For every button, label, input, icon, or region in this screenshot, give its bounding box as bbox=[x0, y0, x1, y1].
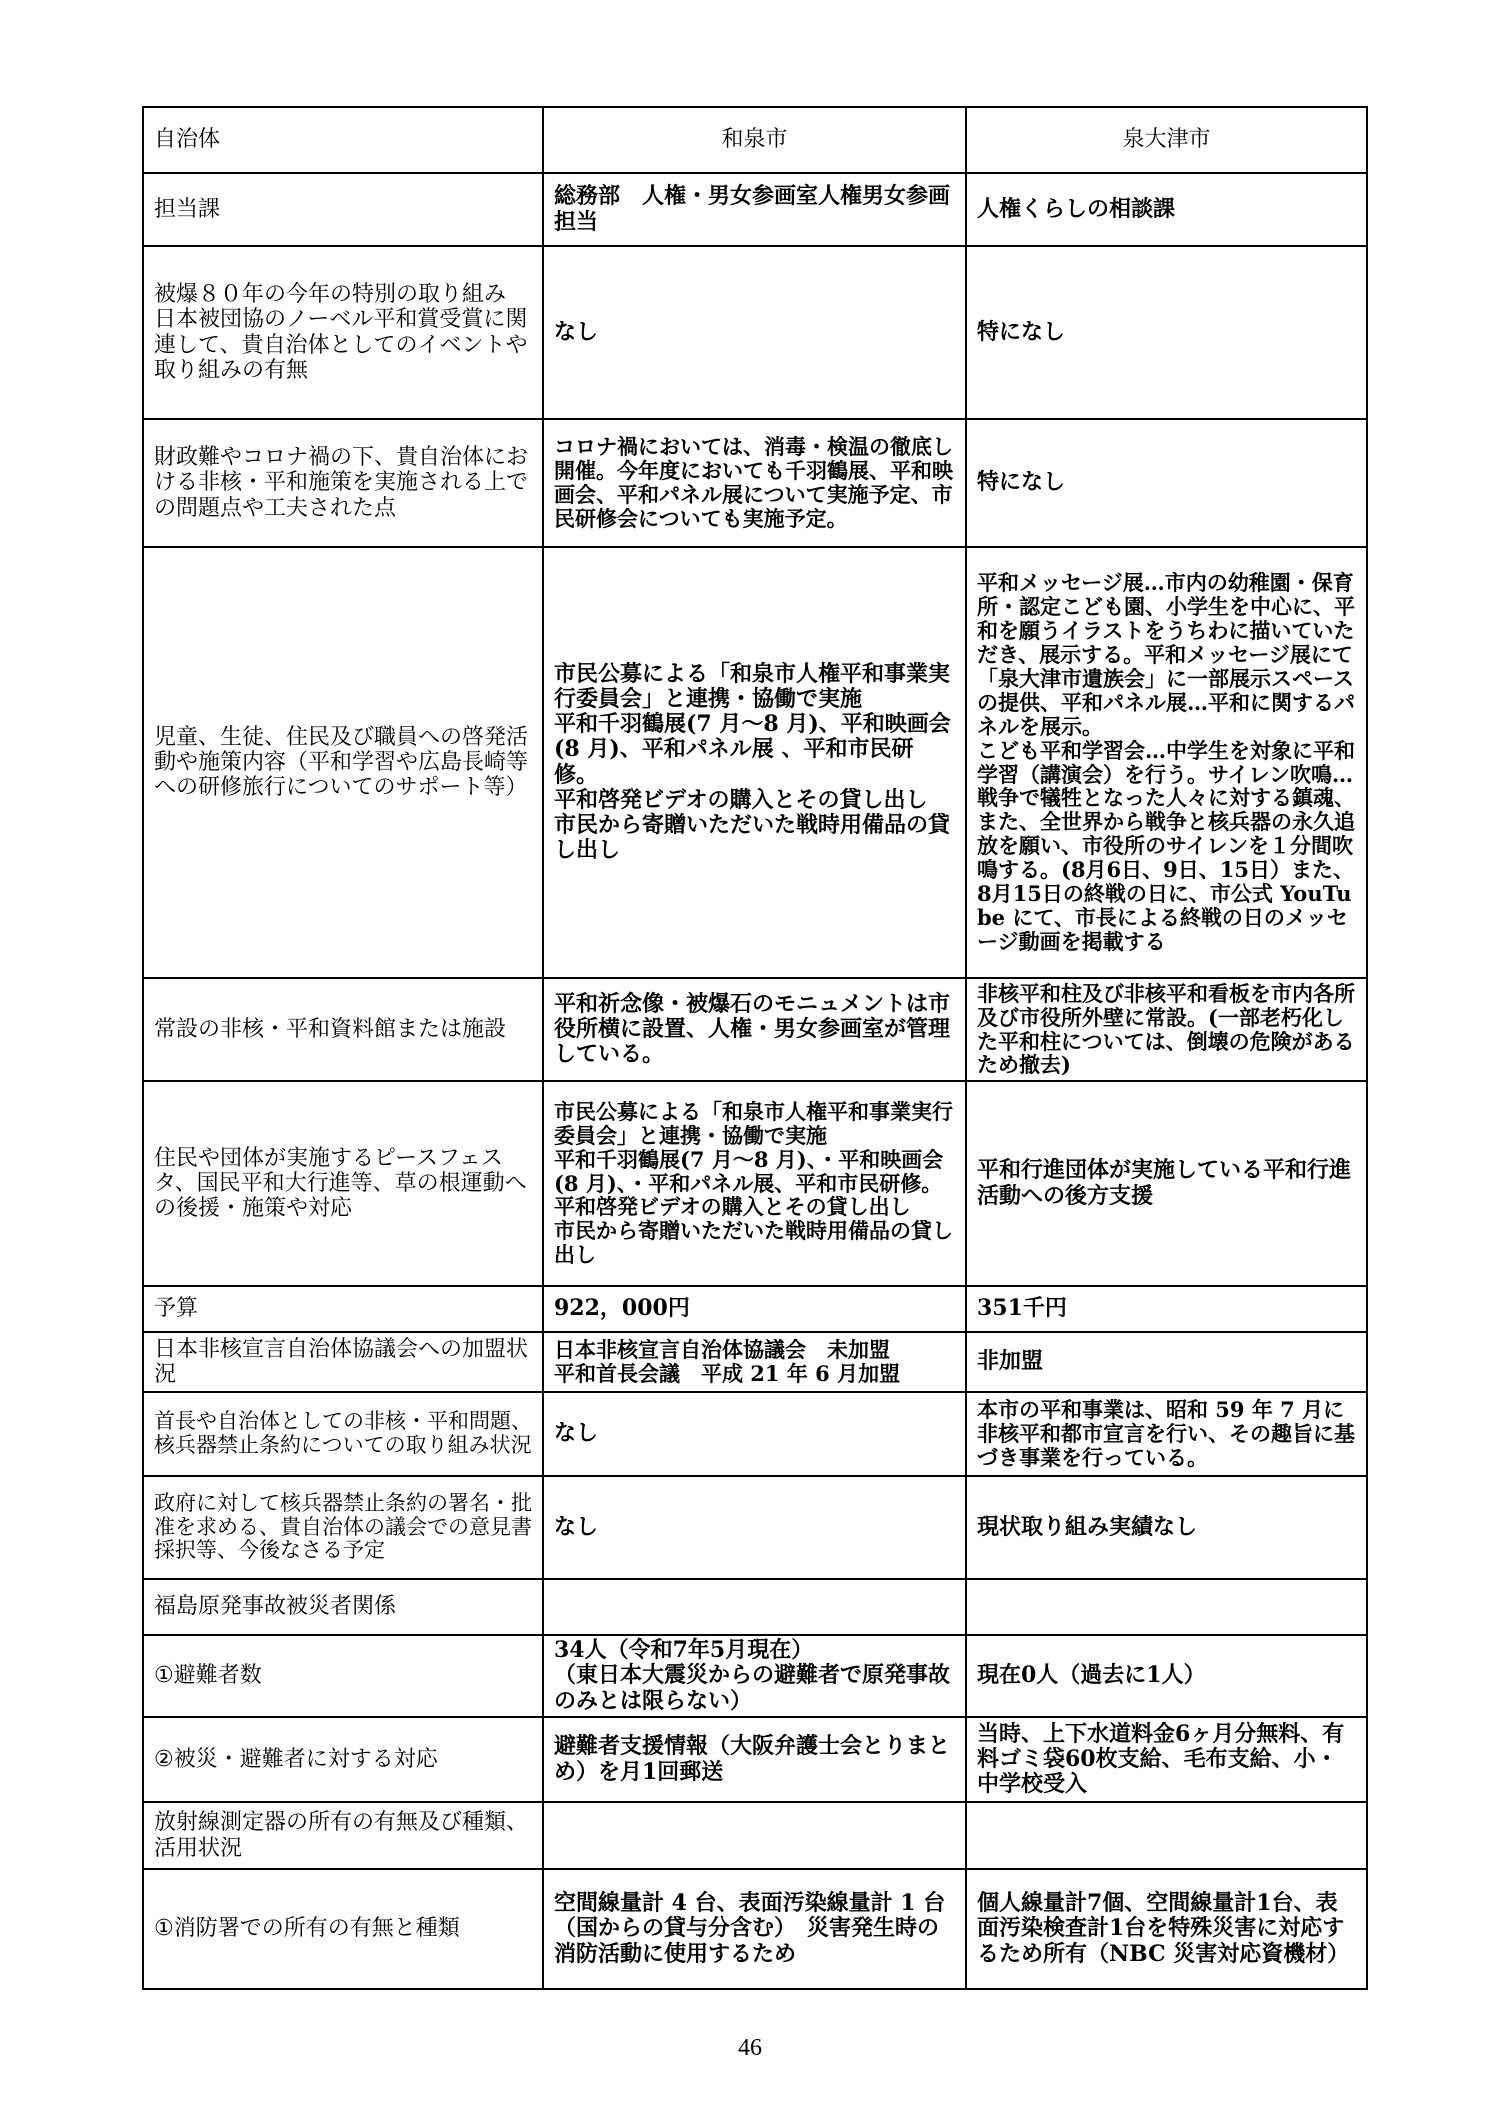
row-city1 bbox=[543, 1579, 966, 1635]
table-row bbox=[143, 1717, 1367, 1802]
row-city1: なし bbox=[543, 246, 966, 419]
table-row bbox=[143, 1476, 1367, 1579]
row-city2: 現状取り組み実績なし bbox=[966, 1476, 1367, 1579]
row-label: 住民や団体が実施するピースフェスタ、国民平和大行進等、草の根運動への後援・施策や対応 bbox=[143, 1081, 543, 1286]
row-label: 被爆８０年の今年の特別の取り組み 日本被団協のノーベル平和賞受賞に関連して、貴自治体としてのイベントや取り組みの有無 bbox=[143, 246, 543, 419]
table-row bbox=[143, 1579, 1367, 1635]
row-city1: 市民公募による「和泉市人権平和事業実行委員会」と連携・協働で実施 平和千羽鶴展(7 月～8 月)、平和映画会(8 月)、平和パネル展 、平和市民研修。 平和啓発ビデオの購入とその貸し出し 市民から寄贈いただいた戦時用備品の貸し出し bbox=[543, 547, 966, 978]
table-row bbox=[143, 1635, 1367, 1717]
table-row bbox=[143, 1802, 1367, 1869]
row-city2: 当時、上下水道料金6ヶ月分無料、有料ゴミ袋60枚支給、毛布支給、小・中学校受入 bbox=[966, 1717, 1367, 1802]
row-label: 児童、生徒、住民及び職員への啓発活動や施策内容（平和学習や広島長崎等への研修旅行についてのサポート等） bbox=[143, 547, 543, 978]
row-city2 bbox=[966, 1579, 1367, 1635]
row-city2: 特になし bbox=[966, 246, 1367, 419]
row-city2: 351千円 bbox=[966, 1286, 1367, 1332]
page-number: 46 bbox=[738, 2035, 762, 2061]
survey-table bbox=[142, 106, 1368, 1990]
table-row bbox=[143, 1081, 1367, 1286]
row-label: ①避難者数 bbox=[143, 1635, 543, 1717]
row-city2: 非加盟 bbox=[966, 1332, 1367, 1392]
row-city2: 非核平和柱及び非核平和看板を市内各所及び市役所外壁に常設。(一部老朽化した平和柱については、倒壊の危険があるため撤去) bbox=[966, 978, 1367, 1081]
row-label: 常設の非核・平和資料館または施設 bbox=[143, 978, 543, 1081]
row-label: 首長や自治体としての非核・平和問題、核兵器禁止条約についての取り組み状況 bbox=[143, 1392, 543, 1476]
row-label: ①消防署での所有の有無と種類 bbox=[143, 1869, 543, 1989]
row-city2: 現在0人（過去に1人） bbox=[966, 1635, 1367, 1717]
row-city2: 本市の平和事業は、昭和 59 年 7 月に非核平和都市宣言を行い、その趣旨に基づき事業を行っている。 bbox=[966, 1392, 1367, 1476]
header-label: 自治体 bbox=[143, 107, 543, 173]
row-city1: 避難者支援情報（大阪弁護士会とりまとめ）を月1回郵送 bbox=[543, 1717, 966, 1802]
row-city1: 平和祈念像・被爆石のモニュメントは市役所横に設置、人権・男女参画室が管理している。 bbox=[543, 978, 966, 1081]
table-row bbox=[143, 547, 1367, 978]
table-row bbox=[143, 419, 1367, 547]
row-label: 放射線測定器の所有の有無及び種類、活用状況 bbox=[143, 1802, 543, 1869]
row-city2: 特になし bbox=[966, 419, 1367, 547]
table-row bbox=[143, 978, 1367, 1081]
row-city1: コロナ禍においては、消毒・検温の徹底し開催。今年度においても千羽鶴展、平和映画会、平和パネル展について実施予定、市民研修会についても実施予定。 bbox=[543, 419, 966, 547]
row-label: 財政難やコロナ禍の下、貴自治体における非核・平和施策を実施される上での問題点や工夫された点 bbox=[143, 419, 543, 547]
row-city1: なし bbox=[543, 1476, 966, 1579]
row-city2: 平和行進団体が実施している平和行進活動への後方支援 bbox=[966, 1081, 1367, 1286]
header-row bbox=[143, 107, 1367, 173]
header-city2: 泉大津市 bbox=[966, 107, 1367, 173]
row-city1: 空間線量計 4 台、表面汚染線量計 1 台（国からの貸与分含む） 災害発生時の消防活動に使用するため bbox=[543, 1869, 966, 1989]
row-label: 予算 bbox=[143, 1286, 543, 1332]
table-row bbox=[143, 1869, 1367, 1989]
row-city2 bbox=[966, 1802, 1367, 1869]
table-row bbox=[143, 1286, 1367, 1332]
row-city2: 個人線量計7個、空間線量計1台、表面汚染検査計1台を特殊災害に対応するため所有（NBC 災害対応資機材） bbox=[966, 1869, 1367, 1989]
row-city1 bbox=[543, 1802, 966, 1869]
header-city1: 和泉市 bbox=[543, 107, 966, 173]
table-row bbox=[143, 1332, 1367, 1392]
row-city1: 34人（令和7年5月現在） （東日本大震災からの避難者で原発事故のみとは限らない） bbox=[543, 1635, 966, 1717]
table-row bbox=[143, 1392, 1367, 1476]
table-row bbox=[143, 246, 1367, 419]
row-city1: 922，000円 bbox=[543, 1286, 966, 1332]
row-label: 政府に対して核兵器禁止条約の署名・批准を求める、貴自治体の議会での意見書採択等、今後なさる予定 bbox=[143, 1476, 543, 1579]
row-city2: 人権くらしの相談課 bbox=[966, 173, 1367, 246]
row-city1: 総務部 人権・男女参画室人権男女参画担当 bbox=[543, 173, 966, 246]
row-label: 日本非核宣言自治体協議会への加盟状況 bbox=[143, 1332, 543, 1392]
row-label: 担当課 bbox=[143, 173, 543, 246]
table-row bbox=[143, 173, 1367, 246]
row-city1: なし bbox=[543, 1392, 966, 1476]
row-label: 福島原発事故被災者関係 bbox=[143, 1579, 543, 1635]
row-city1: 日本非核宣言自治体協議会 未加盟 平和首長会議 平成 21 年 6 月加盟 bbox=[543, 1332, 966, 1392]
row-city2: 平和メッセージ展…市内の幼稚園・保育所・認定こども園、小学生を中心に、平和を願うイラストをうちわに描いていただき、展示する。平和メッセージ展にて「泉大津市遺族会」に一部展示スペースの提供、平和パネル展…平和に関するパネルを展示。 こども平和学習会…中学生を対象に平和学習（講演会）を行う。サイレン吹鳴…戦争で犠牲となった人々に対する鎮魂、また、全世界から戦争と核兵器の永久追放を願い、市役所のサイレンを１分間吹鳴する。(8月6日、9日、15日）また、8月15日の終戦の日に、市公式 YouTube にて、市長による終戦の日のメッセージ動画を掲載する bbox=[966, 547, 1367, 978]
row-label: ②被災・避難者に対する対応 bbox=[143, 1717, 543, 1802]
row-city1: 市民公募による「和泉市人権平和事業実行委員会」と連携・協働で実施 平和千羽鶴展(7 月～8 月)、・平和映画会(8 月)、・平和パネル展、平和市民研修。 平和啓発ビデオの購入とその貸し出し 市民から寄贈いただいた戦時用備品の貸し出し bbox=[543, 1081, 966, 1286]
